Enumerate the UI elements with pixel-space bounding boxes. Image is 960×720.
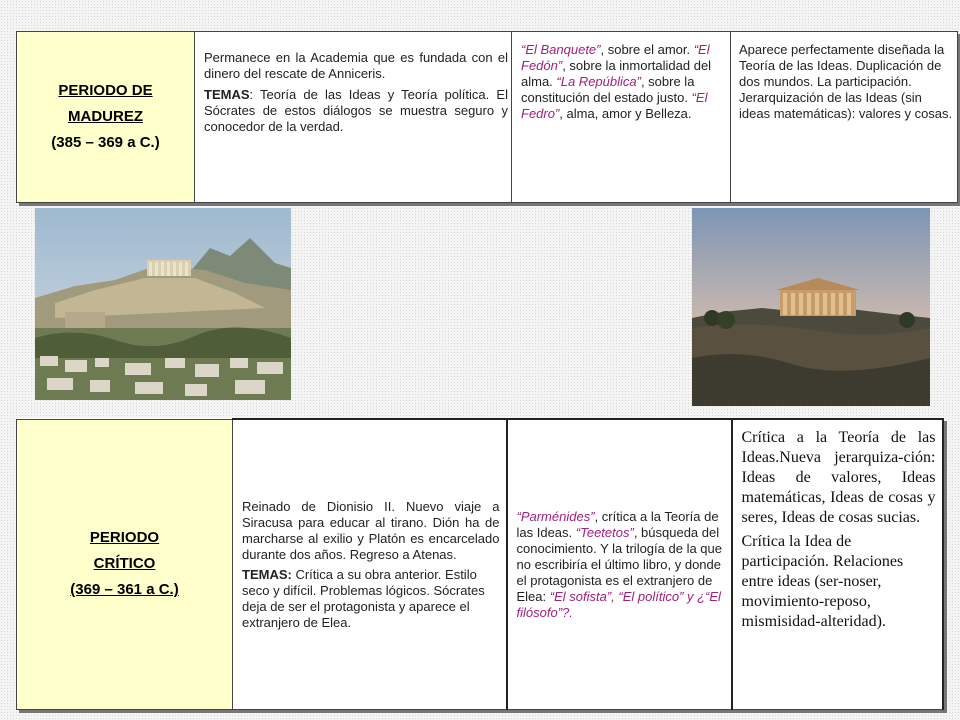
critico-temas-text: Crítica a su obra anterior. Estilo seco y difícil. Problemas lógicos. Sócrates deja de ser el protagonista y aparece el extranjero de Elea. xyxy=(242,566,485,630)
madurez-temas xyxy=(204,87,508,135)
work-text: , sobre el amor. xyxy=(600,42,694,57)
acropolis-day-photo xyxy=(35,208,291,400)
critico-theory-text-2: Crítica la Idea de participación. Relaciones entre ideas (ser-noser, movimiento-reposo, mismisidad-alteridad). xyxy=(741,533,904,630)
critico-works-cell xyxy=(507,419,732,710)
madurez-dates: (385 – 369 a C.) xyxy=(51,134,160,151)
critico-title-2: CRÍTICO xyxy=(93,555,156,573)
critico-theory-text-1: Crítica a la Teoría de las Ideas.Nueva jerarquiza-ción: Ideas de valores, Ideas matemáticas, Ideas de cosas y seres, Ideas de cosas sucias. xyxy=(741,429,936,526)
work-text: , crítica a la Teoría de las Ideas. xyxy=(516,508,719,540)
critico-temas-label: TEMAS: xyxy=(242,566,292,582)
madurez-title-2: MADUREZ xyxy=(68,108,143,125)
critico-life-cell xyxy=(233,419,507,710)
madurez-table xyxy=(16,31,958,203)
work-fedro: “El Fedro” xyxy=(521,90,708,121)
work-parmenides: “Parménides” xyxy=(516,508,595,524)
critico-period-cell xyxy=(17,419,233,710)
madurez-title-1: PERIODO DE xyxy=(58,82,153,99)
critico-table xyxy=(16,418,944,710)
critico-title-1: PERIODO xyxy=(89,529,160,547)
madurez-life-cell xyxy=(195,32,512,203)
parthenon-dusk-photo xyxy=(692,208,930,406)
madurez-temas-text: : Teoría de las Ideas y Teoría política. El Sócrates de estos diálogos se muestra seguro y conocedor de la verdad. xyxy=(204,87,508,134)
madurez-works-cell xyxy=(512,32,731,203)
critico-dates: (369 – 361 a C.) xyxy=(70,581,179,599)
madurez-theory-cell xyxy=(731,32,958,203)
work-banquete: “El Banquete” xyxy=(521,42,601,57)
work-trilogia: “El sofista”, “El político” y ¿“El filósofo”?. xyxy=(516,588,721,620)
critico-life-text: Reinado de Dionisio II. Nuevo viaje a Siracusa para educar al tirano. Dión ha de marcharse al exilio y Platón es encarcelado durante dos años. Regreso a Atenas. xyxy=(242,498,500,562)
parthenon-dusk-image xyxy=(692,208,930,406)
critico-temas xyxy=(242,567,500,631)
work-teetetos: “Teetetos” xyxy=(575,524,634,540)
madurez-temas-label: TEMAS xyxy=(204,87,250,102)
work-republica: “La República” xyxy=(556,74,641,89)
madurez-works-text xyxy=(521,42,724,122)
work-text: , sobre la inmortalidad del alma. xyxy=(521,58,712,89)
madurez-period-cell xyxy=(17,32,195,203)
work-text: , alma, amor y Belleza. xyxy=(559,106,692,121)
work-text: , búsqueda del conocimiento. Y la trilogía de la que no escribiría el último libro, y donde el protagonista es el extranjero de Elea: xyxy=(516,524,722,604)
madurez-theory-text: Aparece perfectamente diseñada la Teoría de las Ideas. Duplicación de dos mundos. La participación. Jerarquización de las Ideas (sin ideas matemáticas): valores y cosas. xyxy=(739,42,953,121)
madurez-life-text: Permanece en la Academia que es fundada con el dinero del rescate de Anniceris. xyxy=(204,50,508,81)
critico-works-text xyxy=(517,509,725,621)
work-text: , sobre la constitución del estado justo. xyxy=(521,74,695,105)
work-fedon: “El Fedón” xyxy=(521,42,710,73)
critico-theory-cell xyxy=(732,419,943,710)
acropolis-day-image xyxy=(35,208,291,400)
